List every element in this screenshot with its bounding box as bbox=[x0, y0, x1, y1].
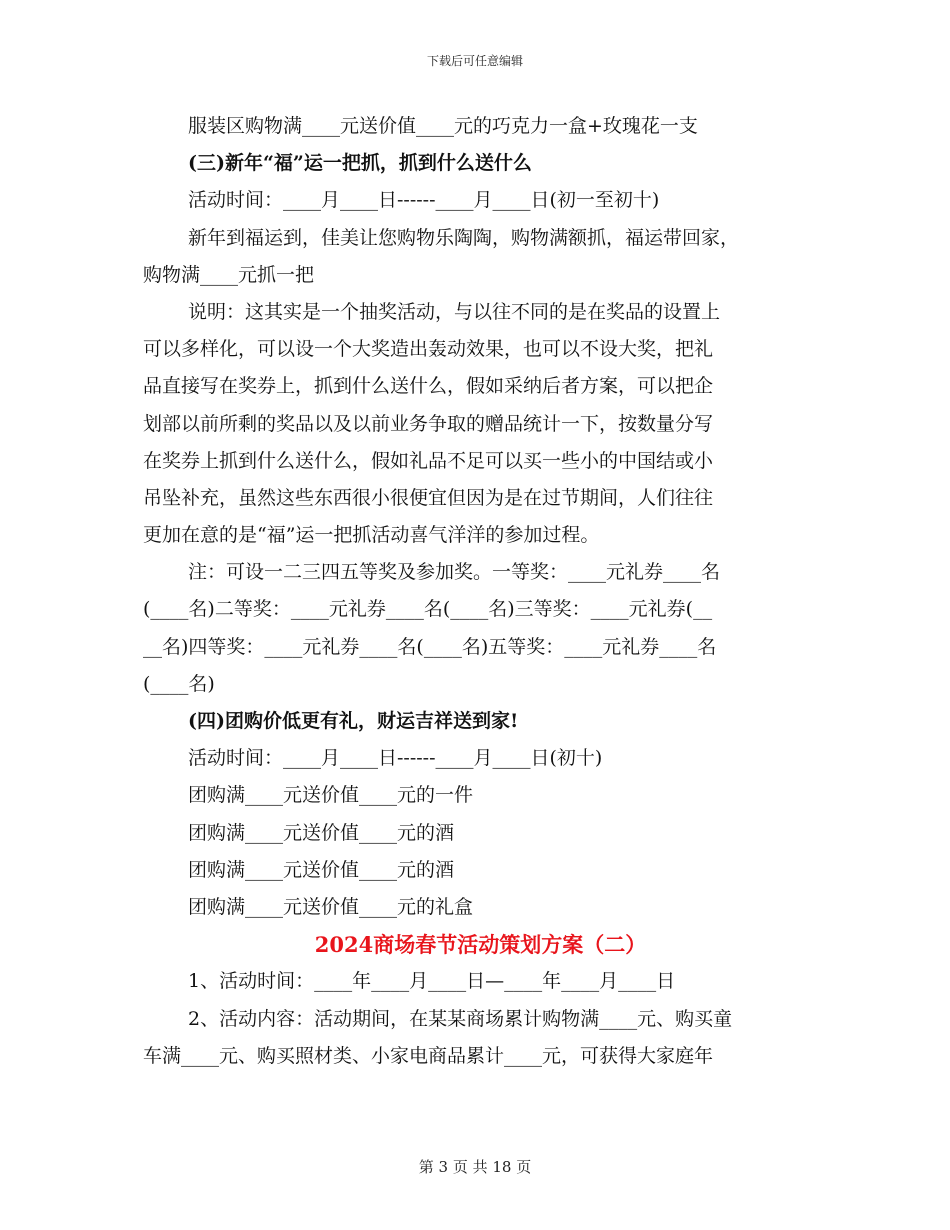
paragraph-line: 吊坠补充，虽然这些东西很小很便宜但因为是在过节期间，人们往往 bbox=[143, 486, 714, 509]
paragraph-line: 服装区购物满____元送价值____元的巧克力一盒+玫瑰花一支 bbox=[188, 115, 698, 137]
paragraph-line: 说明：这其实是一个抽奖活动，与以往不同的是在奖品的设置上 bbox=[188, 300, 721, 323]
paragraph-line: (____名) bbox=[143, 672, 215, 695]
subsection-heading: (三)新年“福”运一把抓，抓到什么送什么 bbox=[188, 152, 532, 175]
paragraph-line: 更加在意的是“福”运一把抓活动喜气洋洋的参加过程。 bbox=[143, 524, 600, 547]
paragraph-line: 团购满____元送价值____元的一件 bbox=[188, 784, 474, 807]
paragraph-line: 在奖券上抓到什么送什么，假如礼品不足可以买一些小的中国结或小 bbox=[143, 449, 714, 472]
paragraph-line: 1、活动时间：____年____月____日—____年____月____日 bbox=[188, 970, 676, 993]
paragraph-line: 车满____元、购买照材类、小家电商品累计____元，可获得大家庭年 bbox=[143, 1044, 714, 1067]
document-body bbox=[143, 108, 808, 1075]
paragraph-line: 可以多样化，可以设一个大奖造出轰动效果，也可以不设大奖，把礼 bbox=[143, 338, 714, 361]
paragraph-line: 团购满____元送价值____元的礼盒 bbox=[188, 895, 474, 918]
section-title: 2024商场春节活动策划方案（二） bbox=[314, 932, 647, 958]
paragraph-line: 活动时间：____月____日------____月____日(初十) bbox=[188, 747, 603, 770]
page-header: 下载后可任意编辑 bbox=[426, 54, 523, 68]
paragraph-line: 团购满____元送价值____元的酒 bbox=[188, 821, 455, 844]
page-footer: 第 3 页 共 18 页 bbox=[418, 1158, 532, 1176]
paragraph-line: 新年到福运到，佳美让您购物乐陶陶，购物满额抓，福运带回家， bbox=[188, 226, 740, 249]
paragraph-line: 购物满____元抓一把 bbox=[143, 263, 315, 286]
paragraph-line: 划部以前所剩的奖品以及以前业务争取的赠品统计一下，按数量分写 bbox=[143, 412, 714, 435]
paragraph-line: __名)四等奖：____元礼券____名(____名)五等奖：____元礼券____名 bbox=[143, 635, 717, 658]
subsection-heading: (四)团购价低更有礼，财运吉祥送到家! bbox=[188, 710, 519, 732]
paragraph-line: 品直接写在奖券上，抓到什么送什么，假如采纳后者方案，可以把企 bbox=[143, 375, 714, 398]
paragraph-line: 活动时间：____月____日------____月____日(初一至初十) bbox=[188, 189, 660, 212]
paragraph-line: 注：可设一二三四五等奖及参加奖。一等奖：____元礼券____名 bbox=[188, 561, 721, 584]
paragraph-line: 2、活动内容：活动期间，在某某商场累计购物满____元、购买童 bbox=[188, 1007, 733, 1030]
paragraph-line: (____名)二等奖：____元礼券____名(____名)三等奖：____元礼券(__ bbox=[143, 598, 713, 621]
paragraph-line: 团购满____元送价值____元的酒 bbox=[188, 858, 455, 881]
